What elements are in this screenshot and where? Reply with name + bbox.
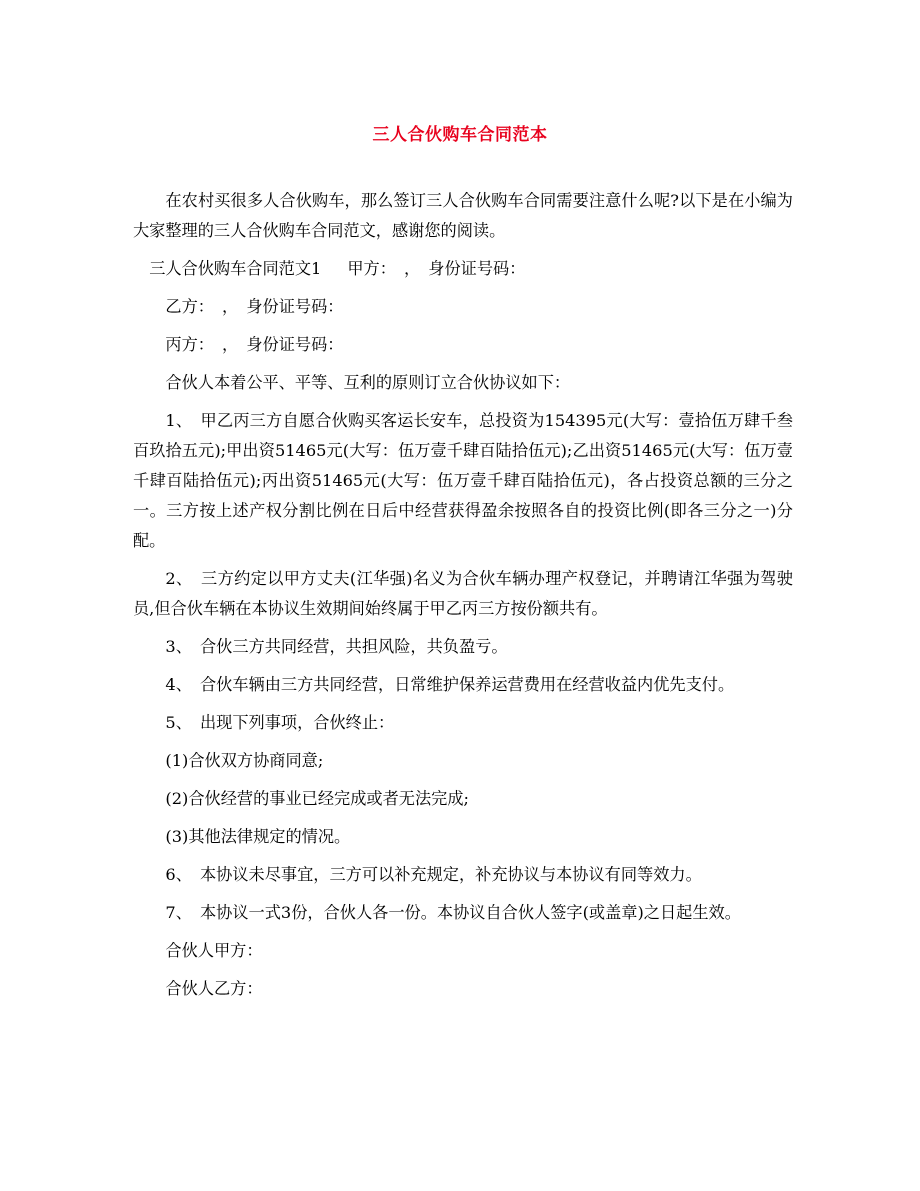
intro-paragraph: 在农村买很多人合伙购车，那么签订三人合伙购车合同需要注意什么呢?以下是在小编为大家整理的三人合伙购车合同范文，感谢您的阅读。 xyxy=(133,191,793,240)
clause-3: 3、 合伙三方共同经营，共担风险，共负盈亏。 xyxy=(165,637,508,656)
party-a-line: 甲方： ， 身份证号码： xyxy=(347,259,526,278)
signature-party-b: 合伙人乙方： xyxy=(165,979,263,998)
party-b-line: 乙方： ， 身份证号码： xyxy=(165,297,344,316)
sample-heading: 三人合伙购车合同范文1 xyxy=(149,259,322,278)
signature-party-a: 合伙人甲方： xyxy=(165,941,263,960)
clause-5-item-3: (3)其他法律规定的情况。 xyxy=(165,827,351,846)
document-title: 三人合伙购车合同范本 xyxy=(372,125,548,145)
document-body xyxy=(133,186,793,1012)
sample-heading-line xyxy=(133,254,793,284)
clause-5: 5、 出现下列事项，合伙终止： xyxy=(165,713,395,732)
preamble: 合伙人本着公平、平等、互利的原则订立合伙协议如下： xyxy=(165,373,571,392)
clause-5-item-1: (1)合伙双方协商同意; xyxy=(165,751,324,770)
clause-2: 2、 三方约定以甲方丈夫(江华强)名义为合伙车辆办理产权登记，并聘请江华强为驾驶员,但合伙车辆在本协议生效期间始终属于甲乙丙三方按份额共有。 xyxy=(133,569,793,618)
clause-1: 1、 甲乙丙三方自愿合伙购买客运长安车，总投资为154395元(大写：壹拾伍万肆千叁百玖拾五元);甲出资51465元(大写：伍万壹千肆百陆拾伍元);乙出资51465元(大写：伍万壹千肆百陆拾伍元);丙出资51465元(大写：伍万壹千肆百陆拾伍元)，各占投资总额的三分之一。三方按上述产权分割比例在日后中经营获得盈余按照各自的投资比例(即各三分之一)分配。 xyxy=(133,411,793,550)
clause-6: 6、 本协议未尽事宜，三方可以补充规定，补充协议与本协议有同等效力。 xyxy=(165,865,702,884)
clause-4: 4、 合伙车辆由三方共同经营，日常维护保养运营费用在经营收益内优先支付。 xyxy=(165,675,735,694)
clause-7: 7、 本协议一式3份，合伙人各一份。本协议自合伙人签字(或盖章)之日起生效。 xyxy=(165,903,741,922)
clause-5-item-2: (2)合伙经营的事业已经完成或者无法完成; xyxy=(165,789,469,808)
party-c-line: 丙方： ， 身份证号码： xyxy=(165,335,344,354)
